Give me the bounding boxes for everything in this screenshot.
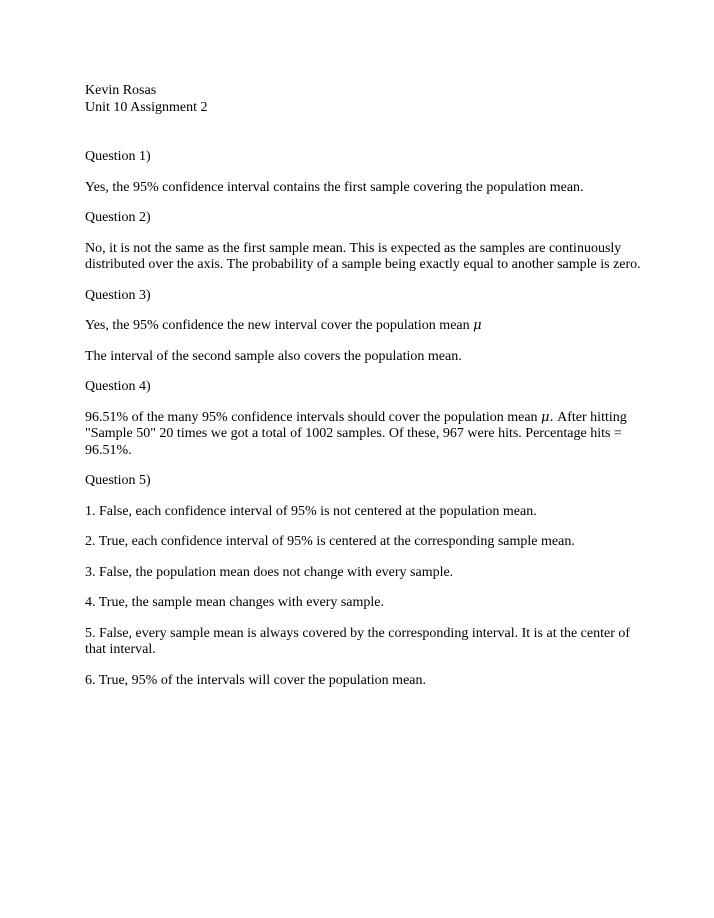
- answer-4-text-part2: After hitting "Sample 50" 20 times we got a total of 1002 samples. Of these, 967 were hits. Percentage hits = 96.51%.: [85, 409, 627, 458]
- assignment-title: Unit 10 Assignment 2: [85, 99, 208, 115]
- answer-4-text-part1: 96.51% of the many 95% confidence intervals should cover the population mean: [85, 409, 538, 425]
- document-header: [85, 83, 645, 116]
- answer-1: Yes, the 95% confidence interval contains the first sample covering the population mean.: [85, 179, 584, 195]
- answer-3a-text: Yes, the 95% confidence the new interval cover the population mean: [85, 318, 470, 333]
- answer-5-item-2: 2. True, each confidence interval of 95% is centered at the corresponding sample mean.: [85, 534, 575, 549]
- answer-5-item-4: 4. True, the sample mean changes with every sample.: [85, 595, 384, 610]
- answer-5-item-3: 3. False, the population mean does not change with every sample.: [85, 564, 454, 580]
- answer-4: [85, 410, 645, 460]
- question-4-heading: Question 4): [85, 379, 151, 394]
- author-name: Kevin Rosas: [85, 83, 157, 98]
- answer-5-item-5: 5. False, every sample mean is always covered by the corresponding interval. It is at the center of that interval.: [85, 625, 631, 657]
- question-3-heading: Question 3): [85, 287, 151, 303]
- answer-5-item-1: 1. False, each confidence interval of 95% is not centered at the population mean.: [85, 503, 537, 519]
- answer-2: No, it is not the same as the first sample mean. This is expected as the samples are continuously distributed over the axis. The probability of a sample being exactly equal to another sample is zero.: [85, 240, 641, 272]
- question-5-heading: Question 5): [85, 473, 151, 488]
- document-page: [85, 83, 645, 703]
- mu-symbol: μ: [473, 318, 482, 333]
- answer-3b: The interval of the second sample also covers the population mean.: [85, 348, 462, 364]
- mu-symbol: μ.: [541, 409, 554, 425]
- answer-5-item-6: 6. True, 95% of the intervals will cover the population mean.: [85, 672, 426, 688]
- question-2-heading: Question 2): [85, 210, 151, 225]
- answer-3a: [85, 318, 645, 335]
- question-1-heading: Question 1): [85, 149, 151, 164]
